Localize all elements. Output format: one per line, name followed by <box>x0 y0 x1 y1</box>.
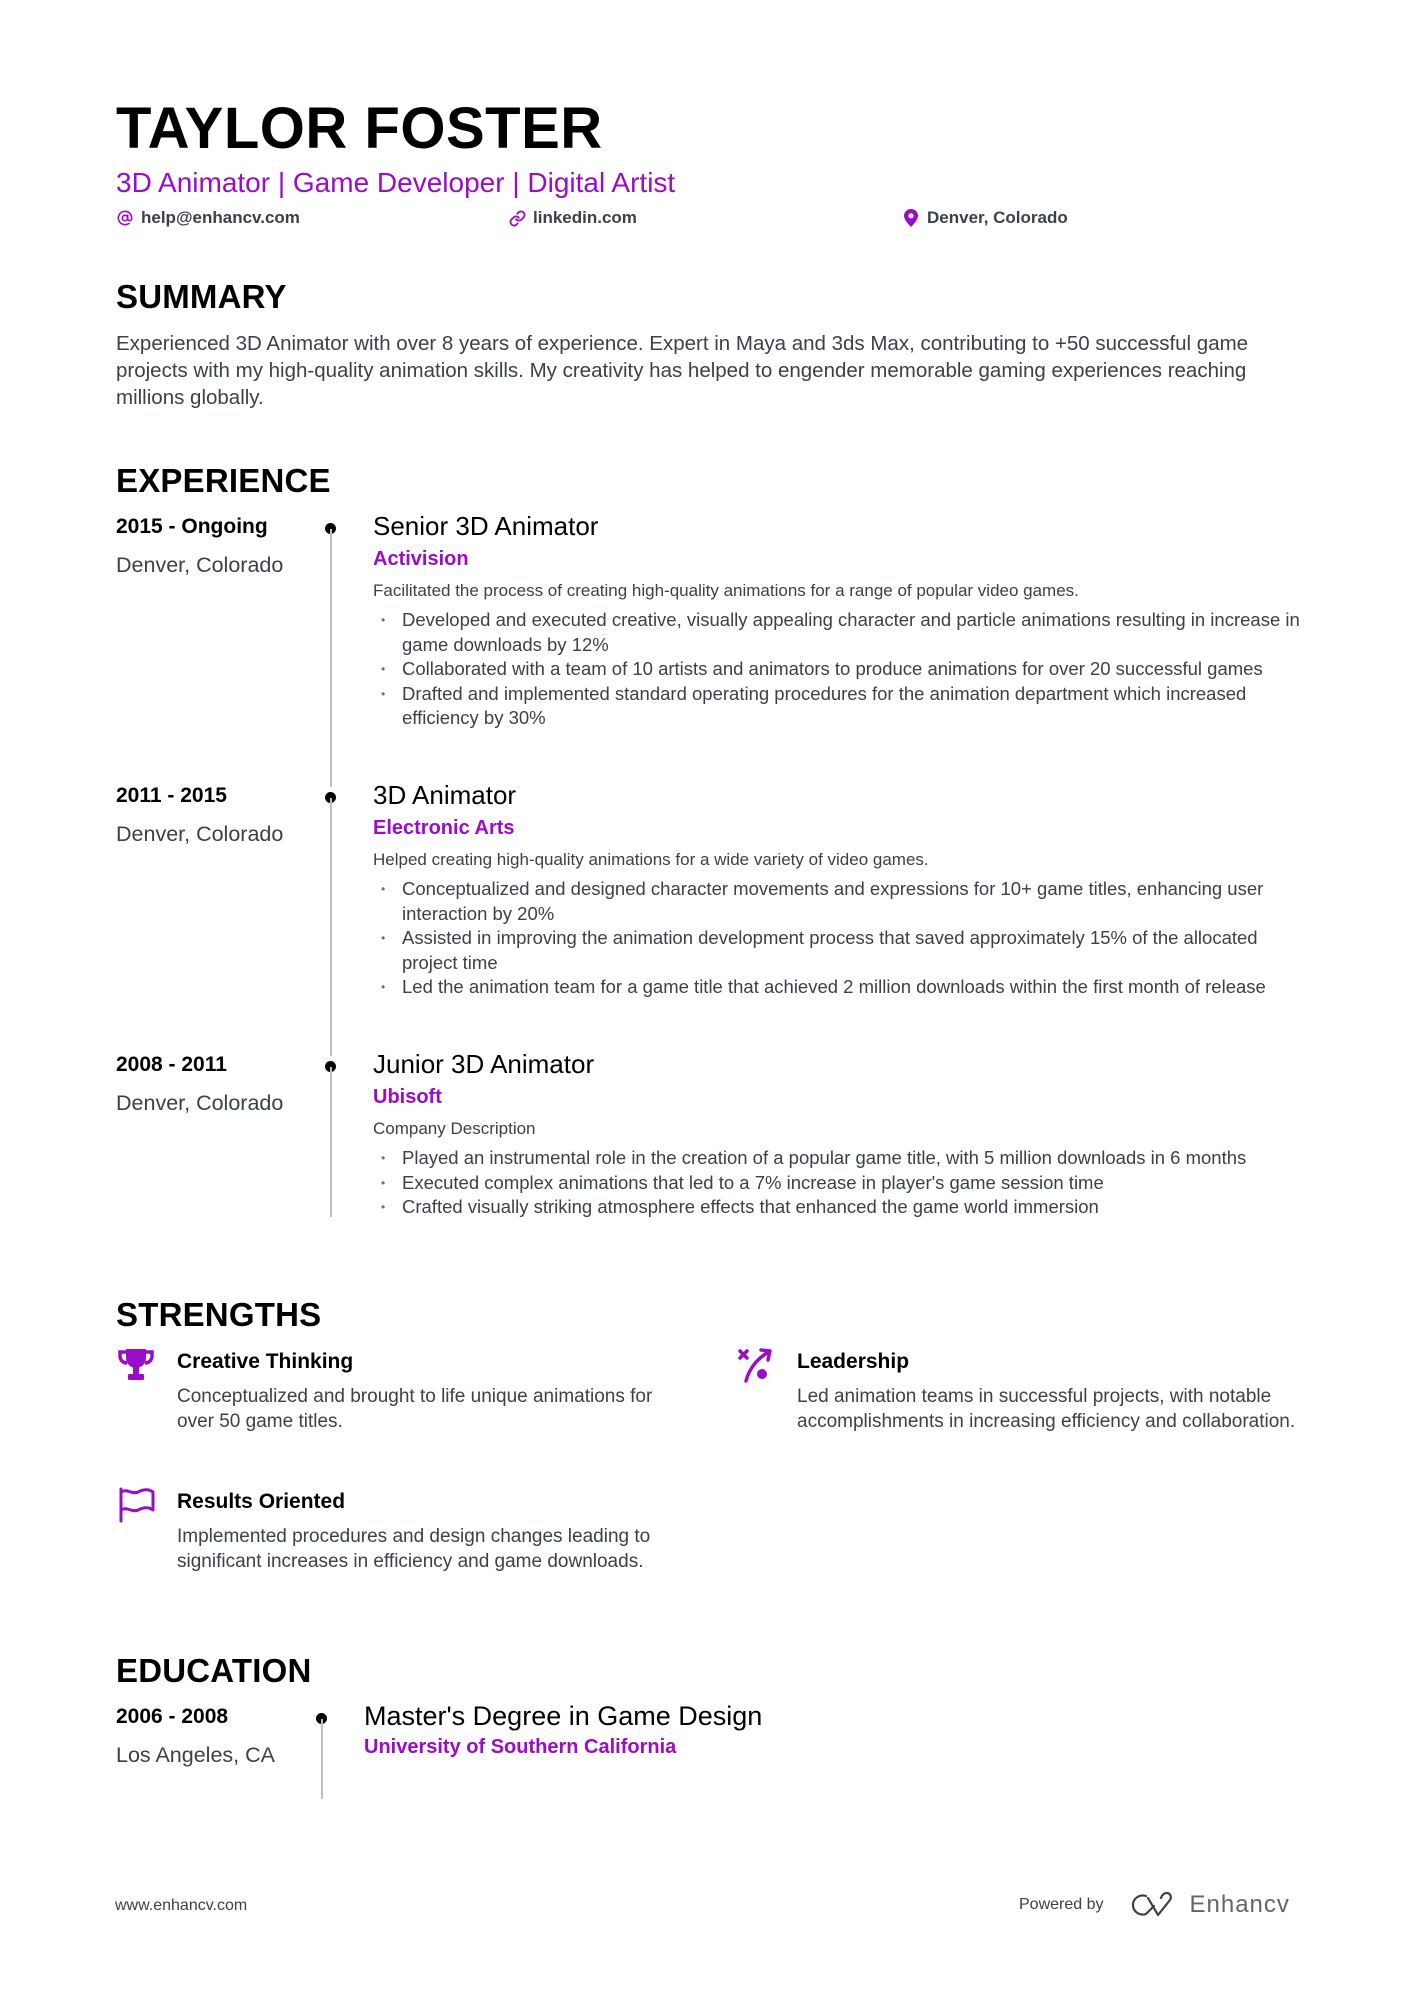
experience-role: 3D Animator <box>373 780 517 810</box>
experience-location: Denver, Colorado <box>116 822 284 846</box>
experience-content <box>373 778 1313 1000</box>
summary-heading: SUMMARY <box>116 278 287 315</box>
summary-text: Experienced 3D Animator with over 8 years of experience. Expert in Maya and 3ds Max, contributing to +50 successful game projects with my high-quality animation skills. My creativity has helped to engender memorable gaming experiences reaching millions globally. <box>116 332 1249 409</box>
experience-role: Senior 3D Animator <box>373 511 599 541</box>
contact-email-label: help@enhancv.com <box>141 208 300 227</box>
experience-bullet: • Played an instrumental role in the creation of a popular game title, with 5 million downloads in 6 months <box>373 1146 1313 1171</box>
experience-bullet: • Drafted and implemented standard operating procedures for the animation department which increased efficiency by 30% <box>373 682 1313 731</box>
education-degree: Master's Degree in Game Design <box>364 1701 763 1731</box>
education-heading: EDUCATION <box>116 1652 312 1689</box>
candidate-headline: 3D Animator | Game Developer | Digital Artist <box>116 167 676 198</box>
experience-bullet: • Led the animation team for a game title that achieved 2 million downloads within the first month of release <box>373 975 1313 1000</box>
timeline-line <box>321 1719 323 1799</box>
experience-bullet: • Assisted in improving the animation development process that saved approximately 15% of the allocated project time <box>373 926 1313 975</box>
experience-description: Helped creating high-quality animations for a wide variety of video games. <box>373 850 929 869</box>
strength-description: Conceptualized and brought to life unique animations for over 50 game titles. <box>177 1386 653 1432</box>
education-location: Los Angeles, CA <box>116 1743 275 1767</box>
experience-bullet: • Conceptualized and designed character movements and expressions for 10+ game titles, enhancing user interaction by 20% <box>373 877 1313 926</box>
contact-linkedin-label: linkedin.com <box>533 208 637 227</box>
timeline-line <box>330 529 332 787</box>
experience-date: 2011 - 2015 <box>116 784 227 807</box>
timeline-line <box>330 1067 332 1217</box>
experience-bullets <box>373 608 1313 731</box>
map-pin-icon <box>902 209 920 227</box>
education-school: University of Southern California <box>364 1736 677 1758</box>
enhancv-logo-icon <box>1130 1892 1178 1918</box>
contact-location-label: Denver, Colorado <box>927 208 1068 227</box>
strength-description: Led animation teams in successful projects, with notable accomplishments in increasing efficiency and collaboration. <box>797 1386 1296 1432</box>
flag-icon <box>117 1487 153 1523</box>
strengths-heading: STRENGTHS <box>116 1296 322 1333</box>
contact-email[interactable] <box>116 208 300 228</box>
experience-bullet: • Collaborated with a team of 10 artists and animators to produce animations for over 20 successful games <box>373 657 1313 682</box>
footer-website-link[interactable]: www.enhancv.com <box>115 1897 248 1914</box>
experience-bullets <box>373 1146 1313 1220</box>
experience-bullet: • Developed and executed creative, visually appealing character and particle animations resulting in increase in game downloads by 12% <box>373 608 1313 657</box>
experience-role: Junior 3D Animator <box>373 1049 595 1079</box>
strength-title: Creative Thinking <box>177 1350 354 1373</box>
at-icon <box>116 209 134 227</box>
contact-linkedin[interactable] <box>508 208 637 228</box>
footer-branding[interactable] <box>1019 1891 1290 1919</box>
experience-company: Ubisoft <box>373 1086 442 1108</box>
strategy-play-icon <box>737 1347 773 1383</box>
candidate-name: TAYLOR FOSTER <box>116 96 603 161</box>
timeline-line <box>330 798 332 1056</box>
experience-heading: EXPERIENCE <box>116 462 331 499</box>
powered-by-label: Powered by <box>1019 1896 1104 1913</box>
experience-content <box>373 1047 1313 1220</box>
experience-description: Company Description <box>373 1119 536 1138</box>
experience-location: Denver, Colorado <box>116 553 284 577</box>
enhancv-brand: Enhancv <box>1189 1891 1290 1918</box>
strength-title: Results Oriented <box>177 1490 346 1513</box>
experience-bullets <box>373 877 1313 1000</box>
link-icon <box>508 209 526 227</box>
trophy-icon <box>117 1347 153 1383</box>
strength-description: Implemented procedures and design changes leading to significant increases in efficiency and game downloads. <box>177 1526 651 1572</box>
experience-date: 2015 - Ongoing <box>116 515 268 538</box>
experience-location: Denver, Colorado <box>116 1091 284 1115</box>
experience-company: Electronic Arts <box>373 817 515 839</box>
contact-bar <box>116 208 1316 232</box>
strength-title: Leadership <box>797 1350 910 1373</box>
education-date: 2006 - 2008 <box>116 1705 229 1728</box>
experience-description: Facilitated the process of creating high-quality animations for a range of popular video games. <box>373 581 1079 600</box>
education-content <box>364 1699 1304 1760</box>
experience-bullet: • Crafted visually striking atmosphere effects that enhanced the game world immersion <box>373 1195 1313 1220</box>
experience-company: Activision <box>373 548 469 570</box>
experience-content <box>373 509 1313 731</box>
contact-location <box>902 208 1068 228</box>
experience-date: 2008 - 2011 <box>116 1053 227 1076</box>
experience-bullet: • Executed complex animations that led to a 7% increase in player's game session time <box>373 1171 1313 1196</box>
